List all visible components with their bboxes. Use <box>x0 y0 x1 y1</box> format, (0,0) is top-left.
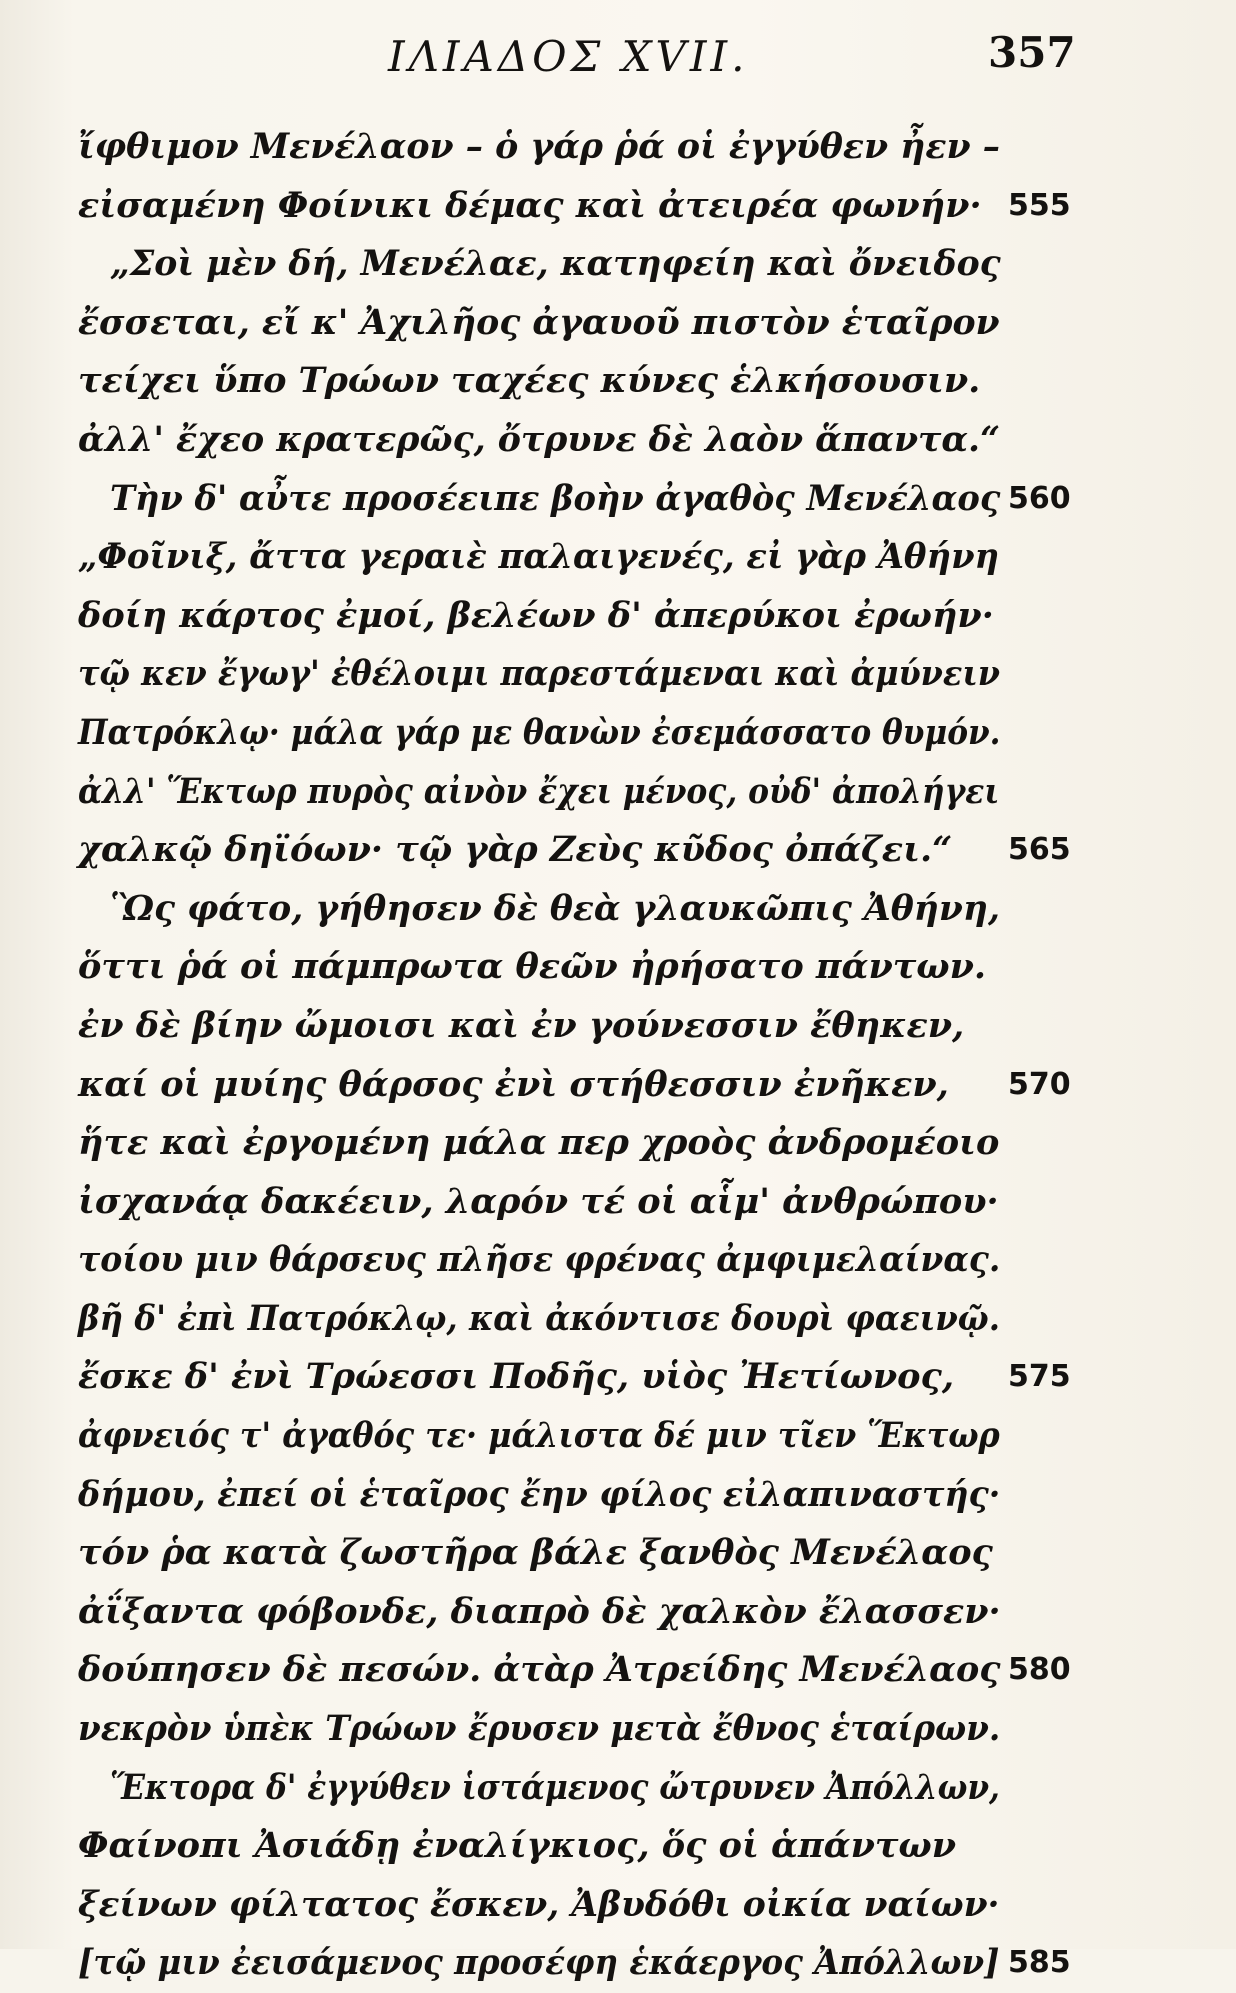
verse-text: δοίη κάρτος ἐμοί, βελέων δ' ἀπερύκοι ἐρωήν· <box>78 594 994 636</box>
running-header <box>0 28 1236 88</box>
verse-line <box>0 763 1236 822</box>
verse-text: εἰσαμένη Φοίνικι δέμας καὶ ἀτειρέα φωνήν· <box>78 184 982 226</box>
verse-text: ὅττι ῥά οἱ πάμπρωτα θεῶν ἠρήσατο πάντων. <box>78 946 987 988</box>
verse-line <box>0 294 1236 353</box>
verse-text: ἔσκε δ' ἐνὶ Τρώεσσι Ποδῆς, υἱὸς Ἠετίωνος, <box>78 1356 955 1398</box>
verse-line <box>0 645 1236 704</box>
verse-text: τείχει ὕπο Τρώων ταχέες κύνες ἑλκήσουσιν. <box>78 360 981 402</box>
line-number: 560 <box>1008 480 1071 516</box>
verse-line <box>0 1641 1236 1700</box>
verse-line <box>0 1407 1236 1466</box>
line-number: 580 <box>1008 1652 1071 1688</box>
verse-text: Ὣς φάτο, γήθησεν δὲ θεὰ γλαυκῶπις Ἀθήνη, <box>110 887 1001 929</box>
verse-line <box>0 118 1236 177</box>
verse-text: „Φοῖνιξ, ἄττα γεραιὲ παλαιγενές, εἰ γὰρ Ἀθήνη <box>78 536 1000 578</box>
verse-text: τόν ῥα κατὰ ζωστῆρα βάλε ξανθὸς Μενέλαος <box>78 1532 993 1574</box>
verse-line <box>0 880 1236 939</box>
verse-line <box>0 1583 1236 1642</box>
verse-line <box>0 587 1236 646</box>
line-number: 575 <box>1008 1359 1071 1395</box>
verse-line <box>0 1056 1236 1115</box>
verse-line <box>0 528 1236 587</box>
verse-line <box>0 1876 1236 1935</box>
verse-text: ἔσσεται, εἴ κ' Ἀχιλῆος ἀγαυοῦ πιστὸν ἑταῖρον <box>78 301 1000 343</box>
verse-text: χαλκῷ δηϊόων· τῷ γὰρ Ζεὺς κῦδος ὀπάζει.“ <box>78 829 953 871</box>
verse-line <box>0 1934 1236 1993</box>
verse-line <box>0 997 1236 1056</box>
verse-text: δούπησεν δὲ πεσών. ἀτὰρ Ἀτρείδης Μενέλαος <box>78 1649 1001 1691</box>
line-number: 565 <box>1008 832 1071 868</box>
verse-text: ἀΐξαντα φόβονδε, διαπρὸ δὲ χαλκὸν ἔλασσεν· <box>78 1590 1001 1632</box>
verse-text: Πατρόκλῳ· μάλα γάρ με θανὼν ἐσεμάσσατο θυμόν. <box>78 711 1001 753</box>
line-number: 570 <box>1008 1066 1071 1102</box>
verse-text: ἀλλ' ἔχεο κρατερῶς, ὄτρυνε δὲ λαὸν ἅπαντα.“ <box>78 418 1001 460</box>
verse-text: Ἕκτορα δ' ἐγγύθεν ἱστάμενος ὤτρυνεν Ἀπόλλων, <box>110 1766 1000 1808</box>
page-number: 357 <box>988 28 1076 77</box>
verse-line <box>0 1466 1236 1525</box>
verse-line <box>0 1114 1236 1173</box>
verse-line <box>0 821 1236 880</box>
verse-line <box>0 1700 1236 1759</box>
verse-line <box>0 352 1236 411</box>
verse-text: ἥτε καὶ ἐργομένη μάλα περ χροὸς ἀνδρομέοιο <box>78 1122 1000 1164</box>
verse-text: ἀφνειός τ' ἀγαθός τε· μάλιστα δέ μιν τῖεν Ἕκτωρ <box>78 1415 1000 1457</box>
verse-line <box>0 177 1236 236</box>
verse-line <box>0 1173 1236 1232</box>
verse-text: νεκρὸν ὑπὲκ Τρώων ἔρυσεν μετὰ ἔθνος ἑταίρων. <box>78 1708 1001 1750</box>
verse-text: ἰσχανάᾳ δακέειν, λαρόν τέ οἱ αἷμ' ἀνθρώπου· <box>78 1180 999 1222</box>
verse-line <box>0 1759 1236 1818</box>
verse-line <box>0 235 1236 294</box>
verse-text: βῆ δ' ἐπὶ Πατρόκλῳ, καὶ ἀκόντισε δουρὶ φαεινῷ. <box>78 1297 1001 1339</box>
verse-line <box>0 704 1236 763</box>
verse-line <box>0 411 1236 470</box>
verse-text: τῷ κεν ἔγωγ' ἐθέλοιμι παρεστάμεναι καὶ ἀμύνειν <box>78 653 1000 695</box>
verse-text: [τῷ μιν ἐεισάμενος προσέφη ἑκάεργος Ἀπόλλων] <box>78 1942 1000 1984</box>
verse-text: Τὴν δ' αὖτε προσέειπε βοὴν ἀγαθὸς Μενέλαος <box>110 477 1001 519</box>
verse-text: Φαίνοπι Ἀσιάδῃ ἐναλίγκιος, ὅς οἱ ἁπάντων <box>78 1825 957 1867</box>
verse-line <box>0 1290 1236 1349</box>
line-number: 585 <box>1008 1945 1071 1981</box>
verse-text: ἴφθιμον Μενέλαον – ὁ γάρ ῥά οἱ ἐγγύθεν ἦεν – <box>78 126 1000 167</box>
verse-line <box>0 1524 1236 1583</box>
verse-text: ἐν δὲ βίην ὤμοισι καὶ ἐν γούνεσσιν ἔθηκεν, <box>78 1004 965 1046</box>
verse-line <box>0 938 1236 997</box>
verse-text: ξείνων φίλτατος ἔσκεν, Ἀβυδόθι οἰκία ναίων· <box>78 1883 1000 1925</box>
verse-text: καί οἱ μυίης θάρσος ἐνὶ στήθεσσιν ἐνῆκεν, <box>78 1063 949 1105</box>
verse-text: ἀλλ' Ἕκτωρ πυρὸς αἰνὸν ἔχει μένος, οὐδ' ἀπολήγει <box>78 770 1000 812</box>
verse-text: δήμου, ἐπεί οἱ ἑταῖρος ἔην φίλος εἰλαπιναστής· <box>78 1473 1001 1515</box>
verse-text: τοίου μιν θάρσευς πλῆσε φρένας ἀμφιμελαίνας. <box>78 1239 1001 1281</box>
verse-text: „Σοὶ μὲν δή, Μενέλαε, κατηφείη καὶ ὄνειδος <box>110 243 1001 285</box>
verse-line <box>0 1348 1236 1407</box>
verse-line <box>0 470 1236 529</box>
verse-line <box>0 1817 1236 1876</box>
running-title: ΙΛΙΑΔΟΣ XVII. <box>388 32 749 81</box>
line-number: 555 <box>1008 187 1071 223</box>
verse-line <box>0 1231 1236 1290</box>
verse-block <box>0 118 1236 1993</box>
